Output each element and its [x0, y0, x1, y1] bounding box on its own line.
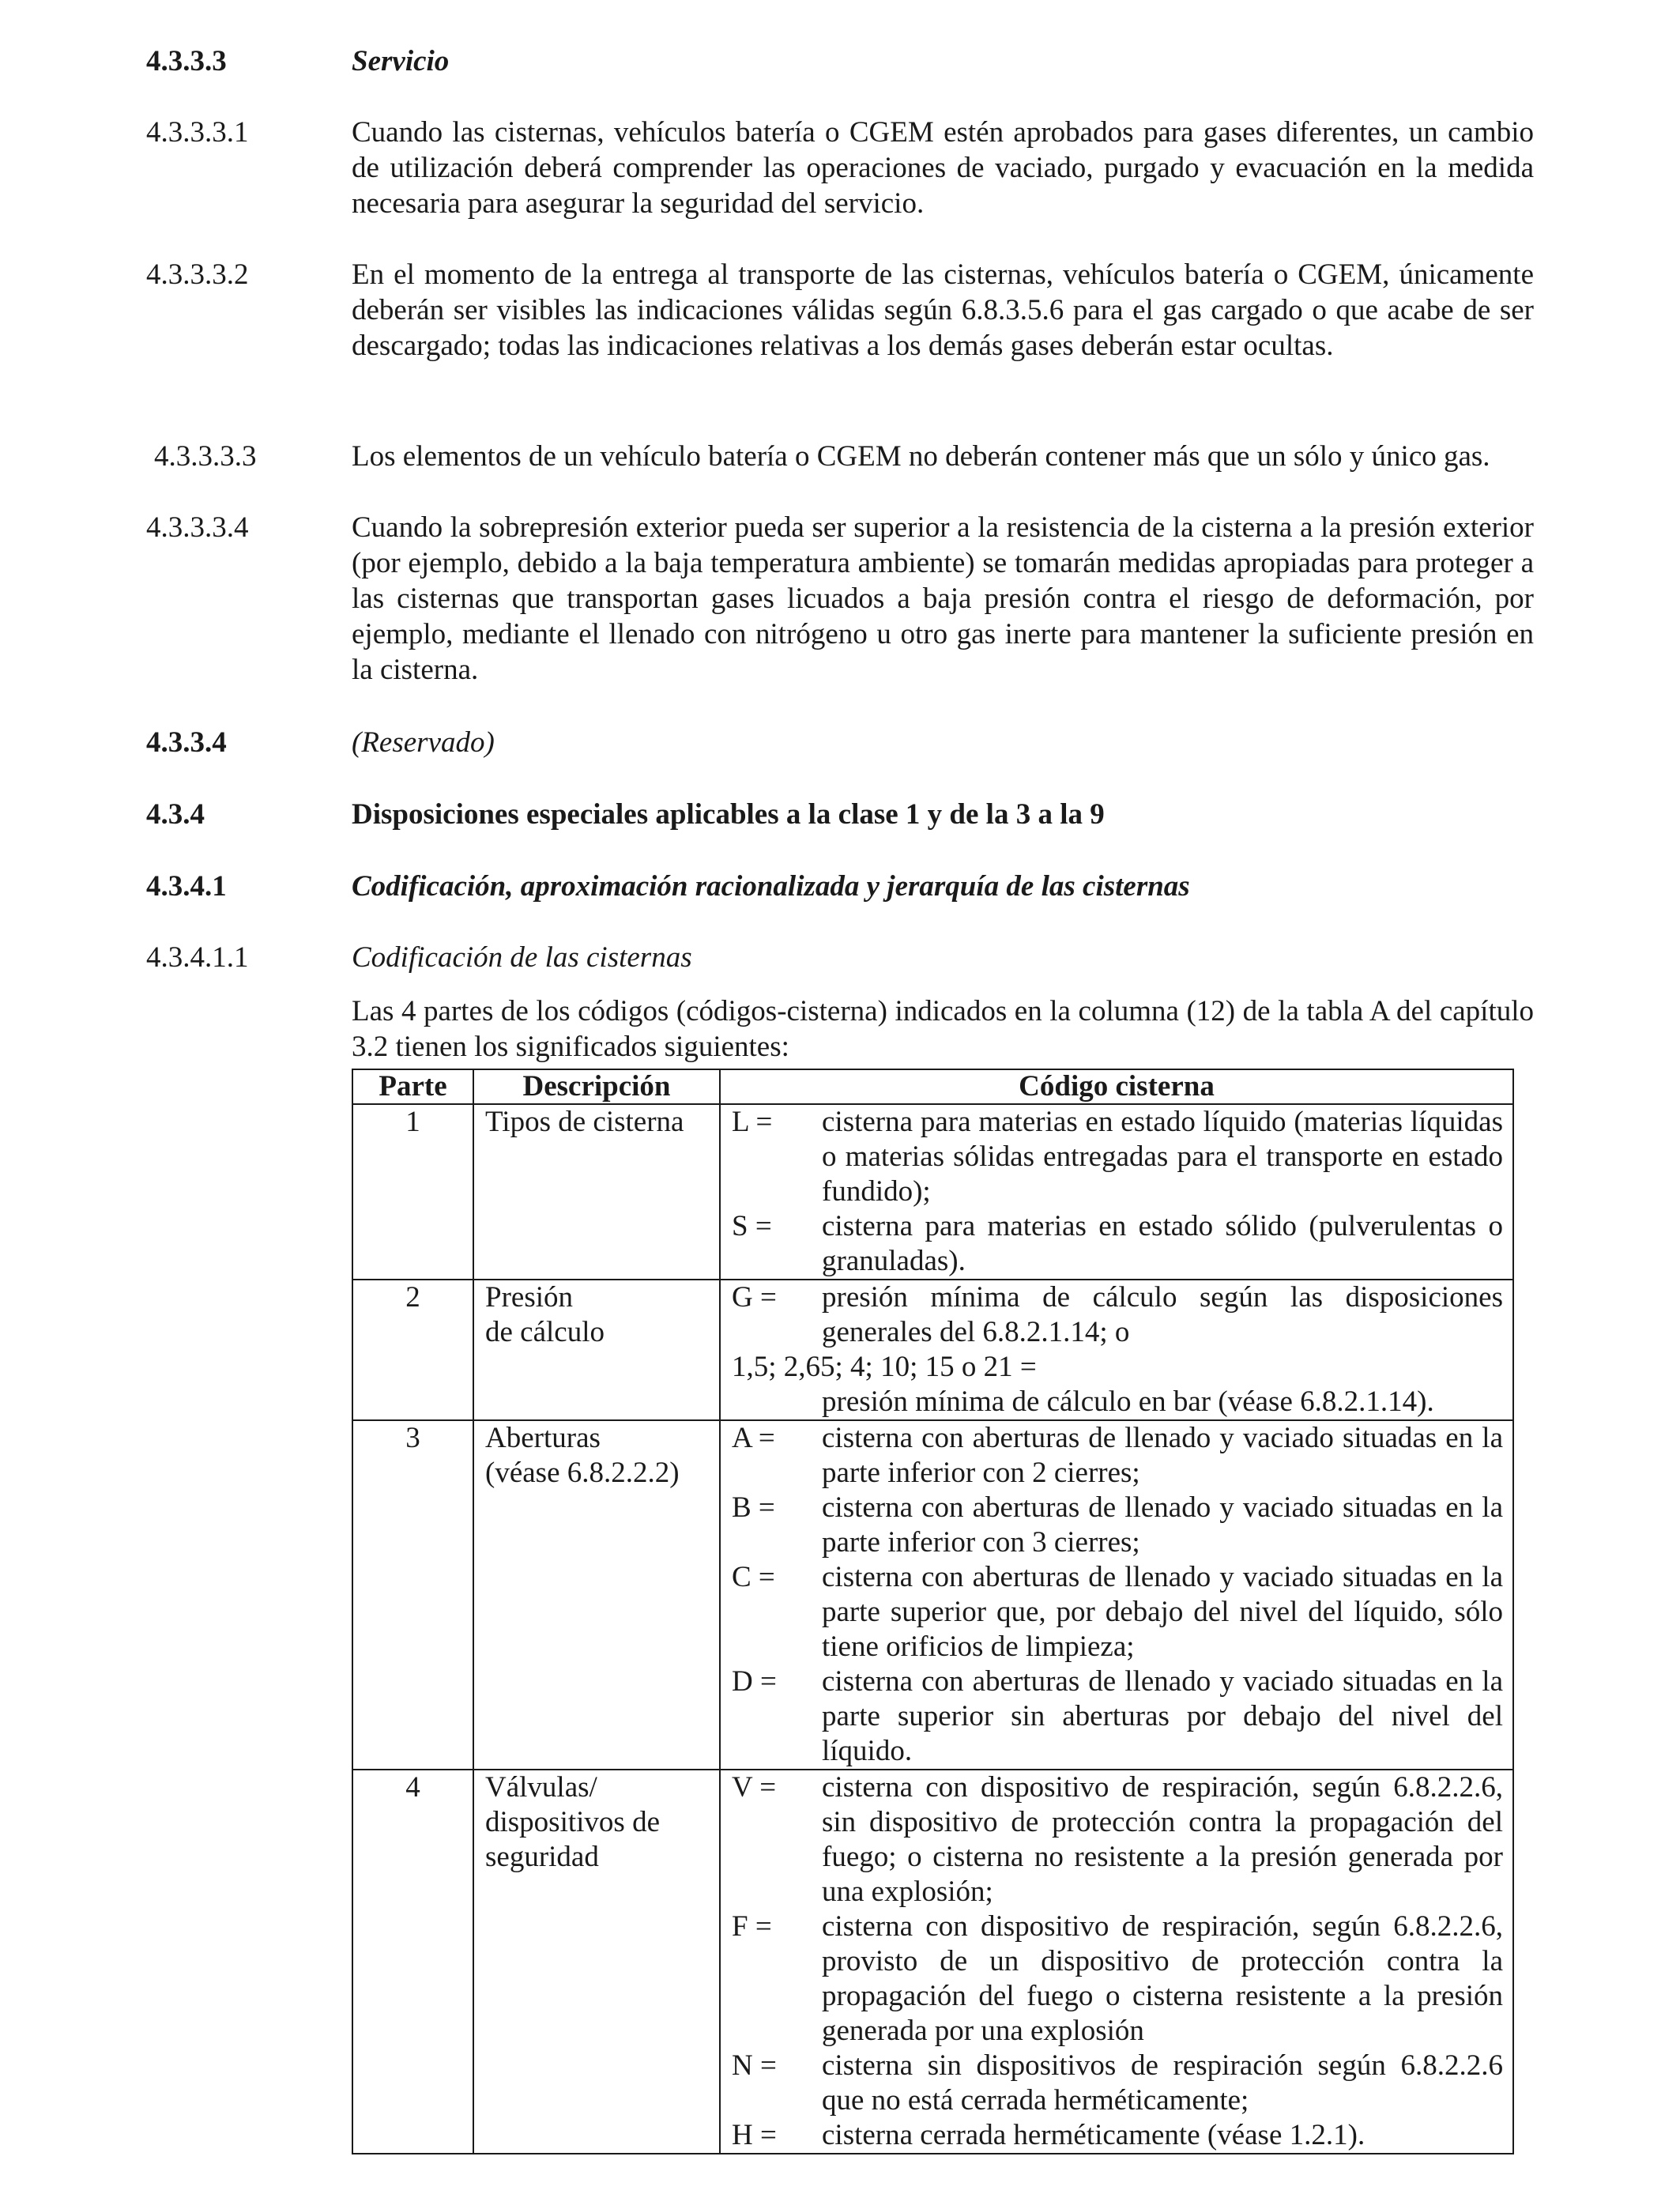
- description-line: de cálculo: [485, 1316, 605, 1348]
- code-value: presión mínima de cálculo según las disposiciones generales del 6.8.2.1.14; o: [822, 1281, 1503, 1348]
- code-key: F =: [732, 1910, 772, 1943]
- code-entry: [732, 1421, 1503, 1491]
- code-entry: [732, 2118, 1503, 2153]
- code-entry: [732, 1909, 1503, 2049]
- code-key: C =: [732, 1561, 775, 1593]
- section-heading: (Reservado): [352, 726, 495, 759]
- code-value: cisterna para materias en estado líquido (materias líquidas o materias sólidas entregadas para el transporte en estado fundido);: [822, 1106, 1503, 1208]
- section-heading: Codificación de las cisternas: [352, 941, 692, 974]
- code-key: 1,5; 2,65; 4; 10; 15 o 21 =: [732, 1351, 1037, 1383]
- description-cell: [473, 1420, 720, 1770]
- section-number: 4.3.3.3.3: [154, 440, 257, 473]
- description-cell: [473, 1280, 720, 1420]
- code-value: cisterna para materias en estado sólido (pulverulentas o granuladas).: [822, 1210, 1503, 1277]
- section-number: 4.3.3.3.1: [146, 116, 249, 149]
- description-line: Aberturas: [485, 1422, 601, 1454]
- code-entry: [732, 1664, 1503, 1769]
- description-line: Presión: [485, 1281, 573, 1314]
- code-value: presión mínima de cálculo en bar (véase 6.8.2.1.14).: [822, 1385, 1434, 1418]
- code-value: cisterna cerrada herméticamente (véase 1.2.1).: [822, 2119, 1365, 2151]
- code-value: cisterna con dispositivo de respiración, según 6.8.2.2.6, provisto de un dispositivo de protección contra la propagación del fuego o cisterna resistente a la presión generada por una explosión: [822, 1910, 1503, 2047]
- column-header-description: Descripción: [473, 1069, 720, 1104]
- column-header-part: Parte: [352, 1069, 473, 1104]
- code-cell: [720, 1104, 1513, 1280]
- part-cell: 2: [352, 1280, 473, 1420]
- code-key: A =: [732, 1422, 775, 1454]
- section-number: 4.3.3.3.4: [146, 511, 249, 544]
- code-key: L =: [732, 1106, 773, 1138]
- section-number: 4.3.4.1.1: [146, 941, 249, 974]
- code-key: V =: [732, 1771, 777, 1804]
- section-paragraph: Cuando las cisternas, vehículos batería o CGEM estén aprobados para gases diferentes, un cambio de utilización deberá comprender las operaciones de vaciado, purgado y evacuación en la medida necesaria para asegurar la seguridad del servicio.: [352, 116, 1534, 220]
- code-value: cisterna con aberturas de llenado y vaciado situadas en la parte superior sin aberturas por debajo del nivel del líquido.: [822, 1665, 1503, 1767]
- section-number: 4.3.3.3.2: [146, 258, 249, 291]
- part-cell: 1: [352, 1104, 473, 1280]
- table-row: [352, 1770, 1513, 2154]
- description-line: Tipos de cisterna: [485, 1106, 684, 1138]
- code-entry: [732, 1491, 1503, 1560]
- table-row: [352, 1420, 1513, 1770]
- section-paragraph: En el momento de la entrega al transporte de las cisternas, vehículos batería o CGEM, únicamente deberán ser visibles las indicaciones válidas según 6.8.3.5.6 para el gas cargado o que acabe de ser descargado; todas las indicaciones relativas a los demás gases deberán estar ocultas.: [352, 258, 1534, 362]
- description-line: dispositivos de: [485, 1806, 660, 1838]
- section-number: 4.3.3.4: [146, 726, 227, 759]
- code-cell: [720, 1280, 1513, 1420]
- code-key: H =: [732, 2119, 777, 2151]
- code-key: G =: [732, 1281, 777, 1314]
- description-cell: [473, 1104, 720, 1280]
- code-value: cisterna sin dispositivos de respiración según 6.8.2.2.6 que no está cerrada herméticamente;: [822, 2049, 1503, 2117]
- code-value: cisterna con aberturas de llenado y vaciado situadas en la parte inferior con 3 cierres;: [822, 1491, 1503, 1559]
- column-header-code: Código cisterna: [720, 1069, 1513, 1104]
- code-entry: [732, 1770, 1503, 1909]
- code-key: D =: [732, 1665, 777, 1698]
- code-entry: [732, 2049, 1503, 2118]
- table-intro-paragraph: Las 4 partes de los códigos (códigos-cisterna) indicados en la columna (12) de la tabla A del capítulo 3.2 tienen los significados siguientes:: [352, 995, 1534, 1063]
- description-line: seguridad: [485, 1841, 599, 1873]
- section-paragraph: Los elementos de un vehículo batería o CGEM no deberán contener más que un sólo y único gas.: [352, 440, 1490, 473]
- description-cell: [473, 1770, 720, 2154]
- table-header-row: [352, 1069, 1513, 1104]
- description-line: Válvulas/: [485, 1771, 597, 1804]
- table-row: [352, 1280, 1513, 1420]
- table-row: [352, 1104, 1513, 1280]
- code-entry: [732, 1209, 1503, 1279]
- description-line: (véase 6.8.2.2.2): [485, 1457, 680, 1489]
- section-heading: Servicio: [352, 45, 450, 77]
- code-key: B =: [732, 1491, 775, 1524]
- section-heading: Codificación, aproximación racionalizada y jerarquía de las cisternas: [352, 870, 1190, 903]
- code-value: cisterna con aberturas de llenado y vaciado situadas en la parte inferior con 2 cierres;: [822, 1422, 1503, 1489]
- code-value: cisterna con dispositivo de respiración, según 6.8.2.2.6, sin dispositivo de protección contra la propagación del fuego; o cisterna no resistente a la presión generada por una explosión;: [822, 1771, 1503, 1908]
- code-value: cisterna con aberturas de llenado y vaciado situadas en la parte superior que, por debajo del nivel del líquido, sólo tiene orificios de limpieza;: [822, 1561, 1503, 1663]
- section-number: 4.3.4.1: [146, 870, 227, 903]
- section-paragraph: Cuando la sobrepresión exterior pueda ser superior a la resistencia de la cisterna a la presión exterior (por ejemplo, debido a la baja temperatura ambiente) se tomarán medidas apropiadas para proteger a las cisternas que transportan gases licuados a baja presión contra el riesgo de deformación, por ejemplo, mediante el llenado con nitrógeno u otro gas inerte para mantener la suficiente presión en la cisterna.: [352, 511, 1534, 686]
- code-cell: [720, 1770, 1513, 2154]
- part-cell: 3: [352, 1420, 473, 1770]
- code-cell: [720, 1420, 1513, 1770]
- section-heading: Disposiciones especiales aplicables a la clase 1 y de la 3 a la 9: [352, 798, 1105, 831]
- code-entry: [732, 1560, 1503, 1664]
- code-entry: [732, 1280, 1503, 1350]
- section-number: 4.3.4: [146, 798, 205, 831]
- code-key: S =: [732, 1210, 772, 1242]
- tank-code-table: [352, 1069, 1514, 2154]
- part-cell: 4: [352, 1770, 473, 2154]
- code-entry: [732, 1105, 1503, 1209]
- code-key: N =: [732, 2049, 777, 2082]
- section-number: 4.3.3.3: [146, 45, 227, 77]
